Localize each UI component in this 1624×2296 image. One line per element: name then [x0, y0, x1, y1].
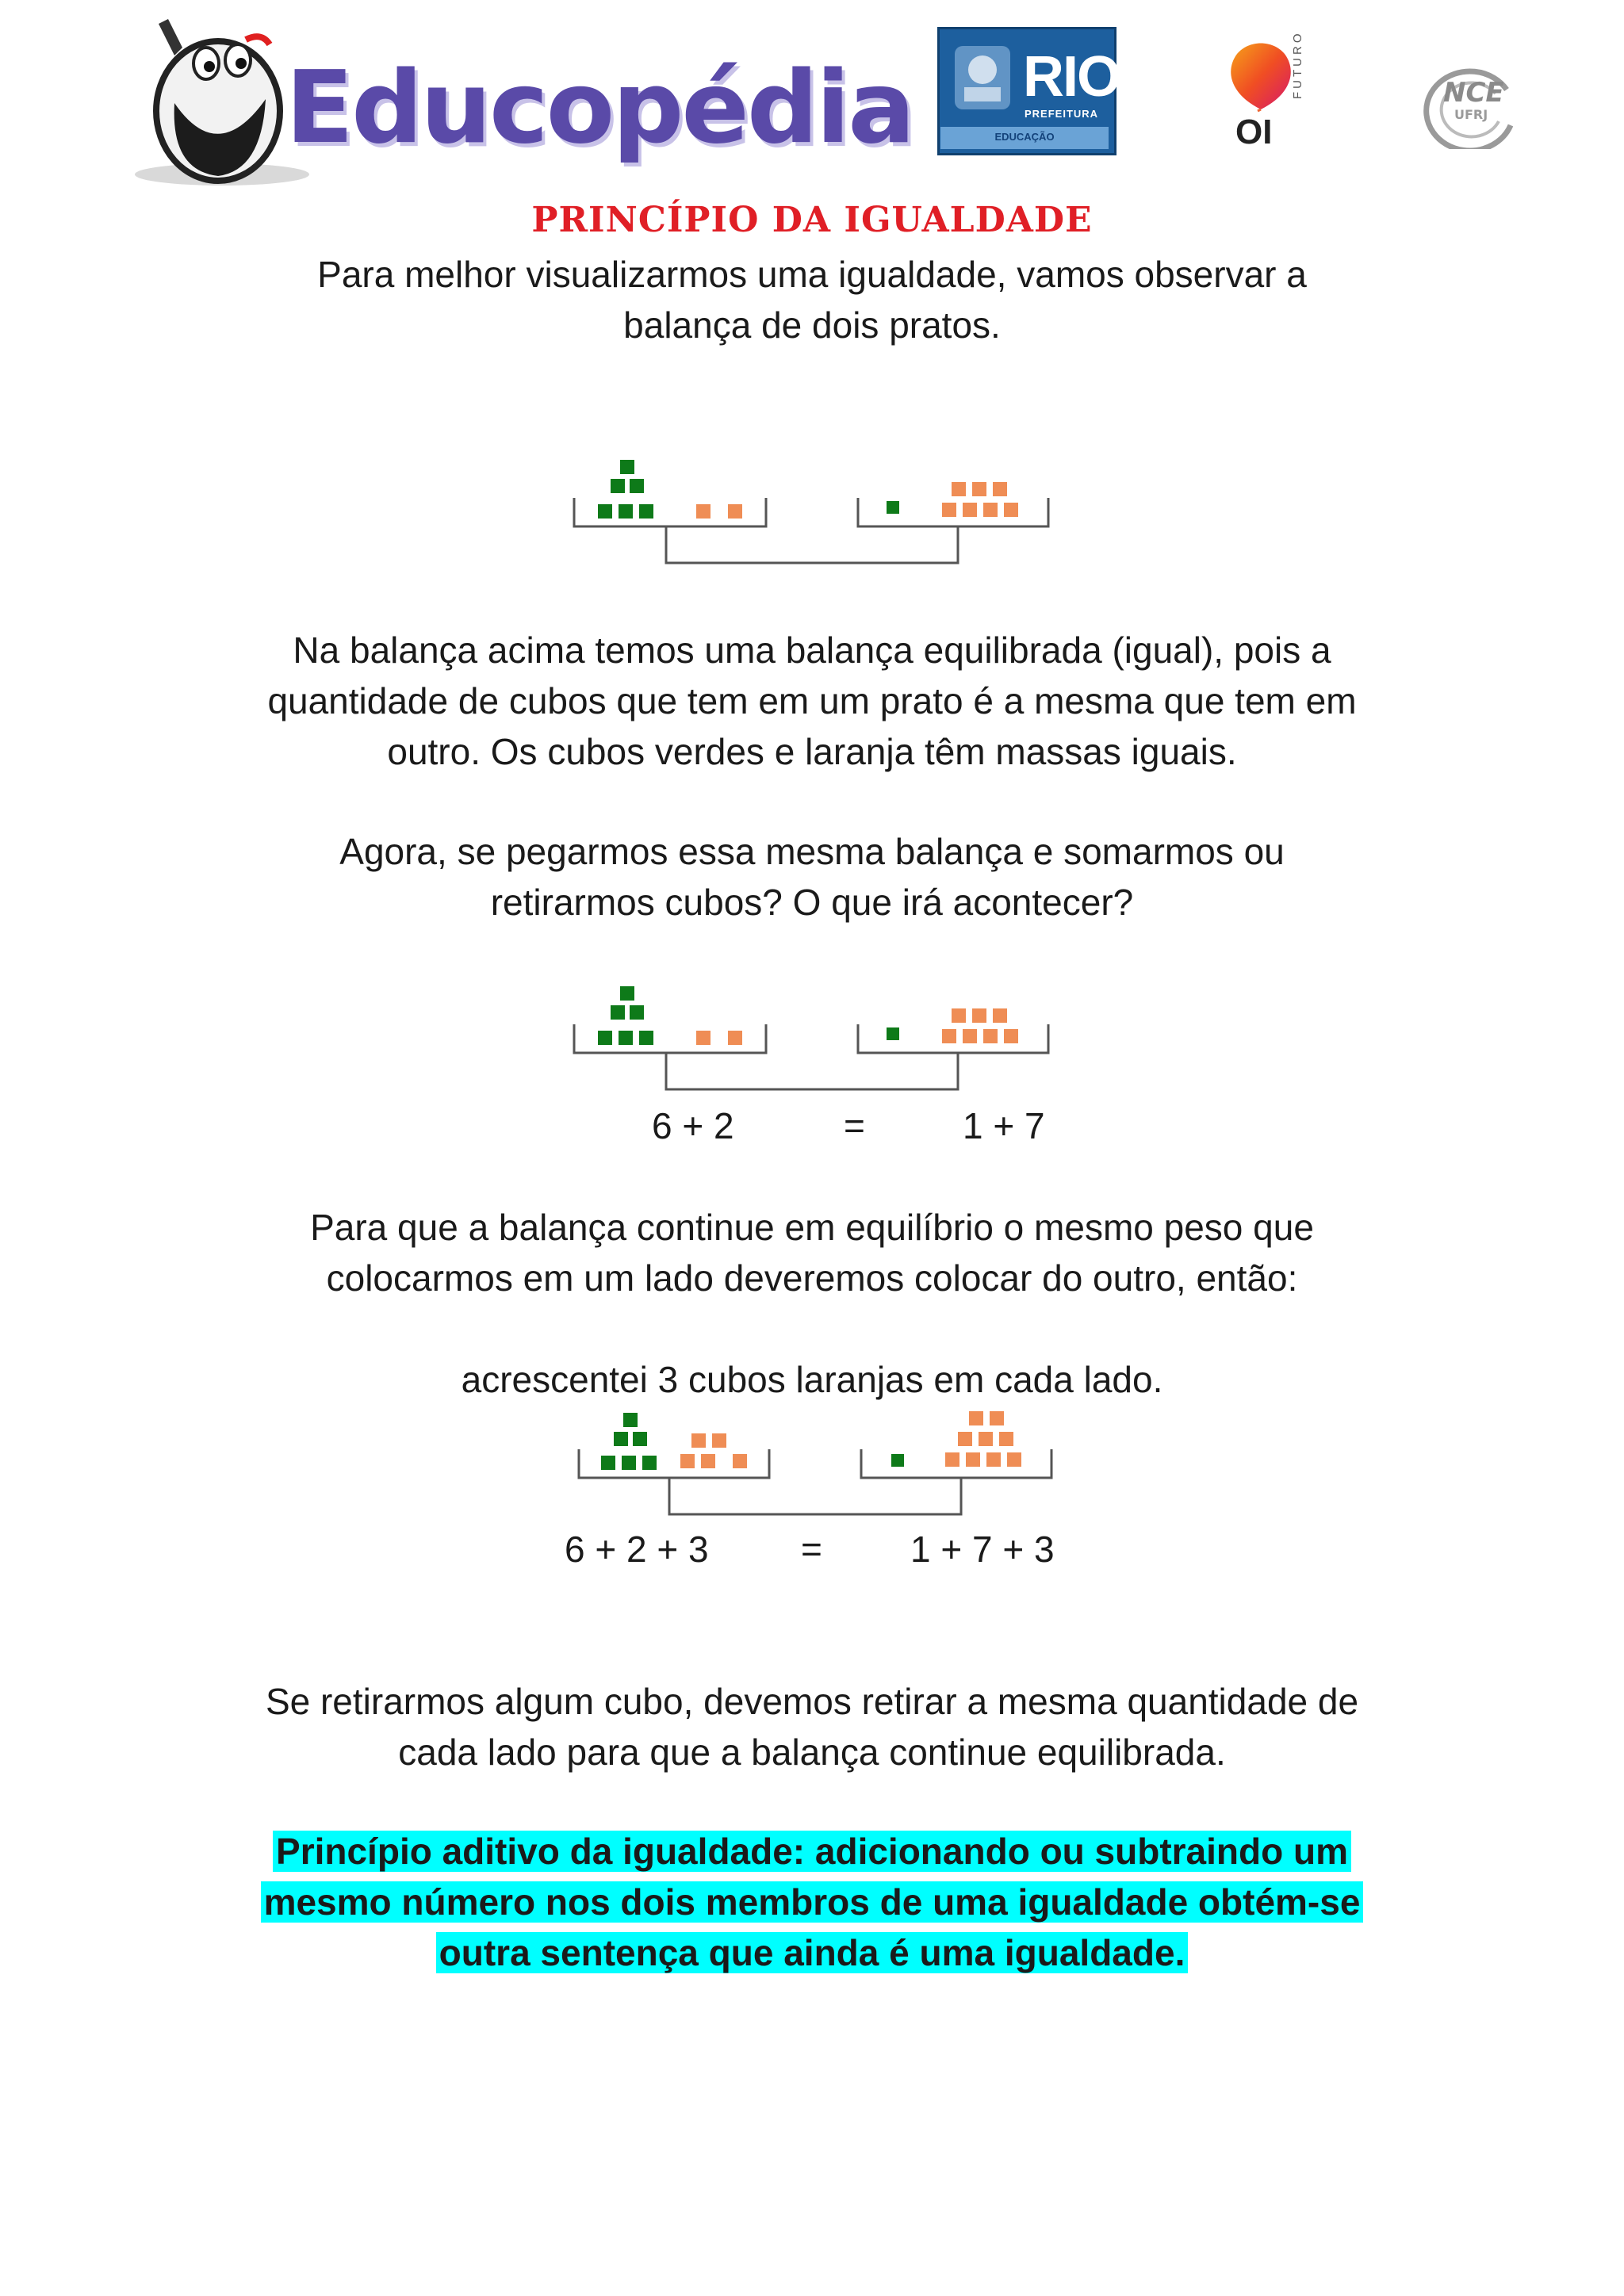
- intro-paragraph: [159, 249, 1465, 350]
- rio-coat-of-arms-icon: [948, 38, 1017, 117]
- equation-2-right: 1 + 7 + 3: [910, 1529, 1055, 1570]
- green-cube: [614, 1432, 628, 1446]
- balance-scale-3: [0, 1403, 1624, 1522]
- orange-cube: [696, 504, 710, 519]
- orange-cube: [680, 1454, 695, 1468]
- balance-2-right-pan: [887, 1008, 1018, 1043]
- paragraph-3-line-1: Para que a balança continue em equilíbrio o mesmo peso que: [310, 1207, 1314, 1248]
- paragraph-4: acrescentei 3 cubos laranjas em cada lado.: [461, 1359, 1163, 1400]
- paragraph-5-line-1: Se retirarmos algum cubo, devemos retirar a mesma quantidade de: [265, 1681, 1359, 1722]
- paragraph-1-line-2: quantidade de cubos que tem em um prato é a mesma que tem em: [267, 680, 1357, 721]
- green-cube: [598, 1031, 612, 1045]
- rio-logo-subtext: PREFEITURA: [1025, 108, 1099, 120]
- green-cube: [620, 460, 634, 474]
- balance-scale-1: [0, 444, 1624, 571]
- nce-logo-text: NCE: [1443, 77, 1504, 109]
- orange-cube: [952, 482, 966, 496]
- paragraph-1-line-1: Na balança acima temos uma balança equilibrada (igual), pois a: [293, 629, 1331, 671]
- principle-line-2: mesmo número nos dois membros de uma igualdade obtém-se: [261, 1881, 1364, 1923]
- green-cube: [623, 1413, 638, 1427]
- green-cube: [642, 1456, 657, 1470]
- rio-logo-band-text: EDUCAÇÃO: [994, 131, 1055, 143]
- orange-cube: [993, 1008, 1007, 1023]
- educopedia-logo: Educopédia: [285, 49, 914, 166]
- orange-cube: [963, 503, 977, 517]
- futuro-logo-text: FUTURO: [1291, 30, 1304, 99]
- orange-cube: [942, 1029, 956, 1043]
- orange-cube: [691, 1433, 706, 1448]
- balance-scale-2: [0, 972, 1624, 1099]
- orange-cube: [986, 1452, 1001, 1467]
- orange-cube: [712, 1433, 726, 1448]
- green-cube: [630, 1005, 644, 1020]
- balance-1-right-pan: [887, 482, 1018, 517]
- balance-3-right-pan: [891, 1411, 1021, 1467]
- ufrj-logo-text: UFRJ: [1454, 107, 1488, 122]
- orange-cube: [999, 1432, 1013, 1446]
- orange-cube: [979, 1432, 993, 1446]
- green-cube: [622, 1456, 636, 1470]
- orange-cube: [990, 1411, 1004, 1425]
- paragraph-3-line-2: colocarmos em um lado deveremos colocar do outro, então:: [326, 1257, 1298, 1299]
- orange-cube: [942, 503, 956, 517]
- orange-cube: [963, 1029, 977, 1043]
- green-cube: [639, 1031, 653, 1045]
- intro-line-2: balança de dois pratos.: [623, 304, 1001, 346]
- principle-line-1: Princípio aditivo da igualdade: adicionando ou subtraindo um: [273, 1831, 1351, 1872]
- orange-cube: [945, 1452, 959, 1467]
- orange-cube: [728, 504, 742, 519]
- orange-cube: [1004, 503, 1018, 517]
- green-cube: [619, 504, 633, 519]
- paragraph-2: [159, 826, 1465, 928]
- green-cube: [620, 986, 634, 1001]
- orange-cube: [728, 1031, 742, 1045]
- orange-cube: [696, 1031, 710, 1045]
- balance-2-left-pan: [598, 986, 742, 1045]
- orange-cube: [701, 1454, 715, 1468]
- balance-3-left-pan: [601, 1413, 747, 1470]
- equation-1-equals: =: [844, 1105, 865, 1146]
- orange-cube: [993, 482, 1007, 496]
- green-cube: [630, 479, 644, 493]
- additive-principle-statement: [159, 1826, 1465, 1978]
- page-title: PRINCÍPIO DA IGUALDADE: [531, 200, 1093, 240]
- equation-1-right: 1 + 7: [963, 1105, 1045, 1146]
- green-cube: [633, 1432, 647, 1446]
- green-cube: [601, 1456, 615, 1470]
- nce-ufrj-logo: [1419, 62, 1522, 149]
- orange-cube: [1004, 1029, 1018, 1043]
- orange-cube: [966, 1452, 980, 1467]
- orange-cube: [983, 503, 998, 517]
- green-cube: [598, 504, 612, 519]
- orange-cube: [1007, 1452, 1021, 1467]
- orange-cube: [972, 482, 986, 496]
- equation-2-equals: =: [801, 1529, 822, 1570]
- equation-2-left: 6 + 2 + 3: [565, 1529, 709, 1570]
- paragraph-2-line-1: Agora, se pegarmos essa mesma balança e somarmos ou: [339, 831, 1285, 872]
- orange-cube: [969, 1411, 983, 1425]
- orange-cube: [983, 1029, 998, 1043]
- rio-logo-text: RIO: [1023, 45, 1120, 109]
- green-cube: [619, 1031, 633, 1045]
- equation-1-left: 6 + 2: [652, 1105, 734, 1146]
- paragraph-2-line-2: retirarmos cubos? O que irá acontecer?: [490, 882, 1134, 923]
- paragraph-5-line-2: cada lado para que a balança continue equilibrada.: [398, 1732, 1226, 1773]
- green-cube: [887, 501, 899, 514]
- balance-1-left-pan: [598, 460, 742, 519]
- paragraph-5: [159, 1676, 1465, 1777]
- orange-cube: [972, 1008, 986, 1023]
- intro-line-1: Para melhor visualizarmos uma igualdade, vamos observar a: [317, 254, 1307, 295]
- paragraph-3: [159, 1202, 1465, 1303]
- principle-line-3: outra sentença que ainda é uma igualdade.: [436, 1932, 1189, 1973]
- orange-cube: [952, 1008, 966, 1023]
- green-cube: [639, 504, 653, 519]
- orange-cube: [958, 1432, 972, 1446]
- green-cube: [611, 479, 625, 493]
- green-cube: [887, 1027, 899, 1040]
- orange-cube: [733, 1454, 747, 1468]
- oi-logo-text: OI: [1235, 113, 1273, 151]
- green-cube: [891, 1454, 904, 1467]
- green-cube: [611, 1005, 625, 1020]
- paragraph-1: [159, 625, 1465, 777]
- paragraph-1-line-3: outro. Os cubos verdes e laranja têm massas iguais.: [387, 731, 1237, 772]
